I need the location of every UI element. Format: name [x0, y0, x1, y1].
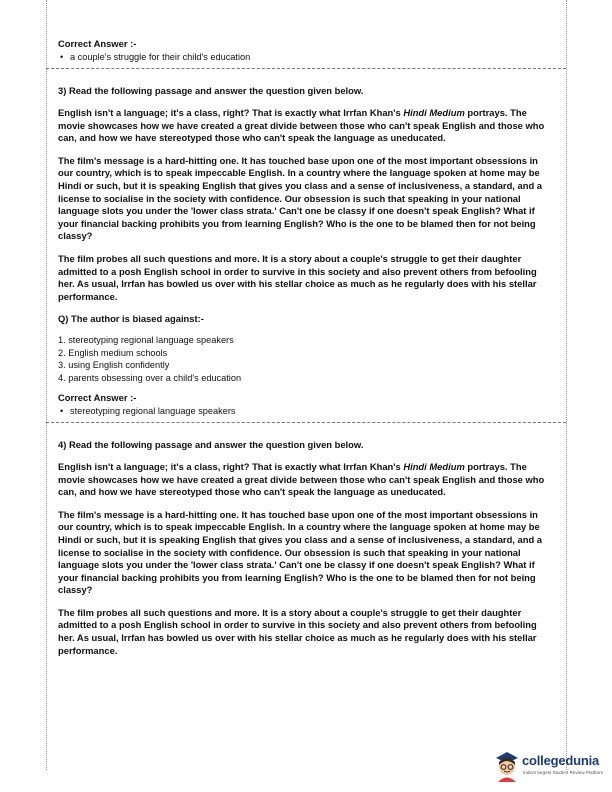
option-item: 1. stereotyping regional language speakers	[58, 335, 234, 346]
passage-paragraph-2: The film's message is a hard-hitting one. It has touched base upon one of the most important obsessions in our country, which is to speak impeccable English. In a country where the language spoken at home may be Hindi or such, but it is speaking English that gives you class and a sense of inclusiveness, a standard, and a license to socialise in the society with confidence. Our obsession is such that speaking in your national language slots you under the 'lower class strata.' Can't one be classy if one doesn't speak English? What if your financial backing prohibits you from learning English? Who is the one to be blamed then for not being classy?	[58, 154, 542, 242]
question-4-section	[46, 423, 566, 673]
options-list	[58, 334, 554, 384]
passage-paragraph-1: English isn't a language; it's a class, right? That is exactly what Irrfan Khan's Hindi Medium portrays. The movie showcases how we have created a great divide between those who can't speak English and those who can, and how we have stereotyped those who can't speak the language as uneducated.	[58, 460, 545, 498]
passage-paragraph-2: The film's message is a hard-hitting one. It has touched base upon one of the most important obsessions in our country, which is to speak impeccable English. In a country where the language spoken at home may be Hindi or such, but it is speaking English that gives you class and a sense of inclusiveness, a standard, and a license to socialise in the society with confidence. Our obsession is such that speaking in your national language slots you under the 'lower class strata.' Can't one be classy if one doesn't speak English? What if your financial backing prohibits you from learning English? Who is the one to be blamed then for not being classy?	[58, 508, 542, 596]
passage-paragraph-3: The film probes all such questions and more. It is a story about a couple's struggle to get their daughter admitted to a posh English school in order to survive in this society and also prevent others from befooling her. As usual, Irrfan has bowled us over with his stellar choice as much as he regularly does with his stellar performance.	[58, 252, 537, 302]
right-border	[566, 0, 567, 770]
document-page	[46, 0, 566, 673]
correct-answer-value	[58, 406, 554, 416]
correct-answer-label: Correct Answer :-	[58, 38, 137, 49]
q2-answer-section	[46, 0, 566, 68]
movie-title: Hindi Medium	[403, 460, 465, 472]
question-heading: 3) Read the following passage and answer the question given below.	[58, 85, 364, 96]
movie-title: Hindi Medium	[403, 107, 465, 118]
option-item: 4. parents obsessing over a child's education	[58, 372, 242, 383]
mascot-icon	[492, 749, 522, 783]
question-text: Q) The author is biased against:-	[58, 313, 204, 325]
correct-answer-text: stereotyping regional language speakers	[70, 405, 236, 416]
option-item: 3. using English confidently	[58, 360, 170, 371]
brand-name: collegedunia	[522, 753, 600, 768]
question-heading: 4) Read the following passage and answer the question given below.	[58, 438, 364, 450]
bullet-icon: •	[60, 405, 64, 416]
question-3-section	[46, 69, 566, 422]
passage-paragraph-3: The film probes all such questions and more. It is a story about a couple's struggle to get their daughter admitted to a posh English school in order to survive in this society and also prevent others from befooling her. As usual, Irrfan has bowled us over with his stellar choice as much as he regularly does with his stellar performance.	[58, 606, 537, 656]
option-item: 2. English medium schools	[58, 347, 168, 358]
passage-paragraph-1: English isn't a language; it's a class, right? That is exactly what Irrfan Khan's Hindi Medium portrays. The movie showcases how we have created a great divide between those who can't speak English and those who can, and how we have stereotyped those who can't speak the language as uneducated.	[58, 107, 545, 144]
correct-answer-text: a couple's struggle for their child's education	[70, 52, 251, 62]
correct-answer-label: Correct Answer :-	[58, 391, 137, 403]
bullet-icon: •	[60, 52, 64, 62]
collegedunia-logo	[492, 747, 610, 787]
correct-answer-value	[58, 52, 554, 62]
brand-tagline: India's largest Student Review Platform	[523, 770, 604, 775]
